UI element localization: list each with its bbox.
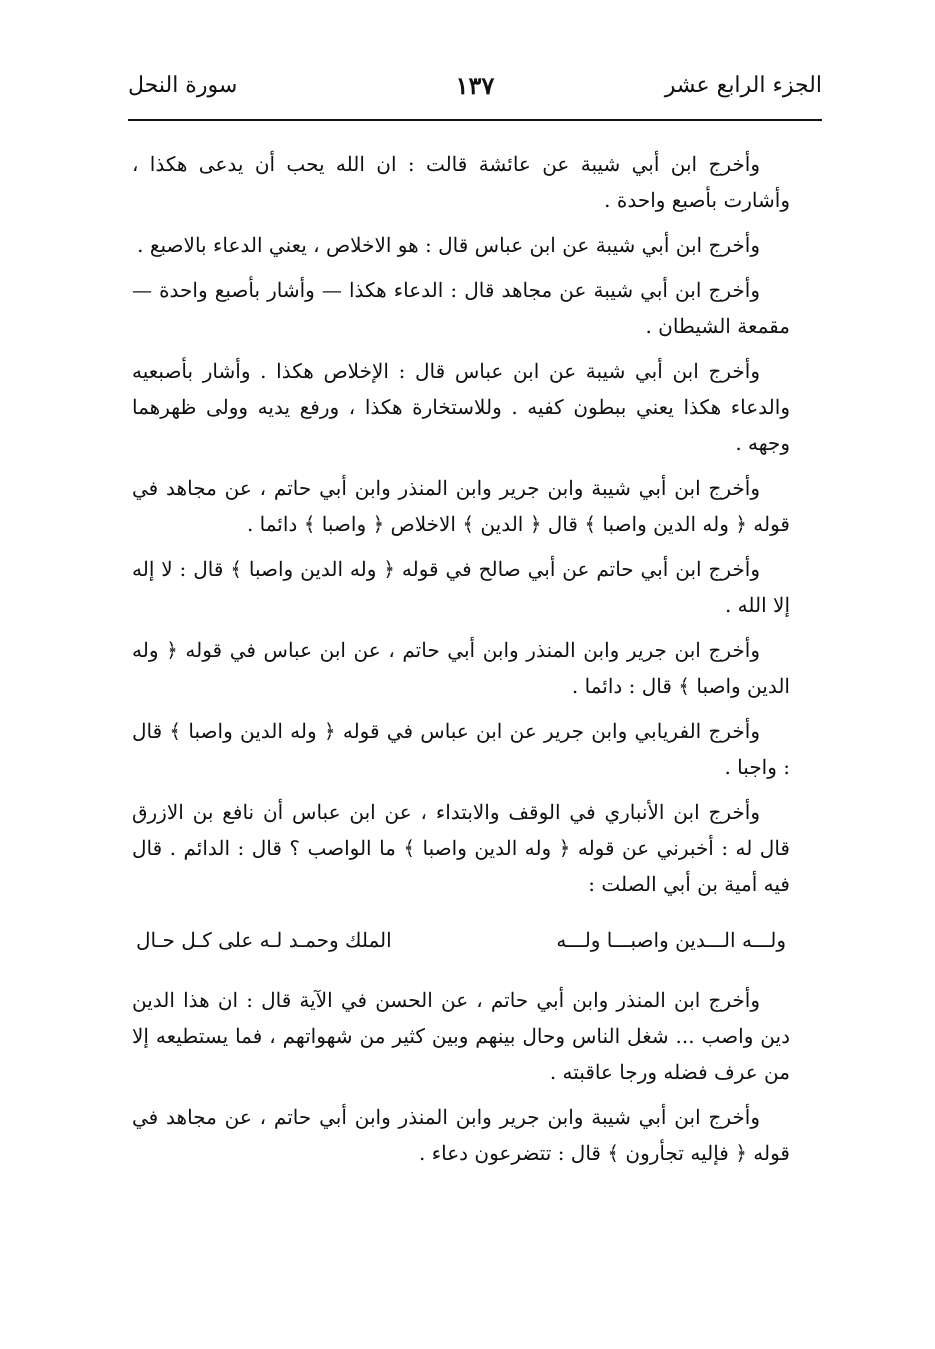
paragraph: وأخرج ابن المنذر وابن أبي حاتم ، عن الحسن في الآية قال : ان هذا الدين دين واصب ... شغل الناس وحال بينهم وبين كثير من شهواتهم ، فما يستطيعه إلا من عرف فضله ورجا عاقبته . <box>132 988 790 1084</box>
paragraph: وأخرج ابن أبي شيبة عن ابن عباس قال : الإخلاص هكذا . وأشار بأصبعيه والدعاء هكذا يعني ببطون كفيه . وللاستخارة هكذا ، ورفع يديه وولى ظهرهما وجهه . <box>132 359 790 455</box>
page-number: ١٣٧ <box>455 71 495 100</box>
paragraph: وأخرج الفريابي وابن جرير عن ابن عباس في قوله ﴿ وله الدين واصبا ﴾ قال : واجبا . <box>132 719 790 779</box>
paragraph: وأخرج ابن الأنباري في الوقف والابتداء ، عن ابن عباس أن نافع بن الازرق قال له : أخبرني عن قوله ﴿ وله الدين واصبا ﴾ ما الواصب ؟ قال : الدائم . قال فيه أمية بن أبي الصلت : <box>132 800 790 896</box>
paragraph: وأخرج ابن أبي شيبة عن عائشة قالت : ان الله يحب أن يدعى هكذا ، وأشارت بأصبع واحدة . <box>132 152 790 212</box>
page-header <box>128 66 822 106</box>
volume-title: الجزء الرابع عشر <box>664 73 822 98</box>
verse-first-hemistich: ولـــه الـــدين واصبـــا ولـــه <box>556 928 786 952</box>
page-body <box>132 146 790 1180</box>
paragraph: وأخرج ابن أبي حاتم عن أبي صالح في قوله ﴿ وله الدين واصبا ﴾ قال : لا إله إلا الله . <box>132 557 790 617</box>
poem-verse <box>132 922 790 958</box>
paragraph: وأخرج ابن أبي شيبة عن مجاهد قال : الدعاء هكذا — وأشار بأصبع واحدة — مقمعة الشيطان . <box>132 278 790 338</box>
paragraph: وأخرج ابن جرير وابن المنذر وابن أبي حاتم ، عن ابن عباس في قوله ﴿ وله الدين واصبا ﴾ قال : دائما . <box>132 638 790 698</box>
surah-title: سورة النحل <box>128 73 238 98</box>
paragraph: وأخرج ابن أبي شيبة وابن جرير وابن المنذر وابن أبي حاتم ، عن مجاهد في قوله ﴿ فإليه تجأرون ﴾ قال : تتضرعون دعاء . <box>132 1105 790 1165</box>
verse-second-hemistich: الملك وحمـد لـه على كـل حـال <box>136 928 392 952</box>
header-divider <box>128 119 822 121</box>
paragraph: وأخرج ابن أبي شيبة عن ابن عباس قال : هو الاخلاص ، يعني الدعاء بالاصبع . <box>137 233 760 257</box>
paragraph: وأخرج ابن أبي شيبة وابن جرير وابن المنذر وابن أبي حاتم ، عن مجاهد في قوله ﴿ وله الدين واصبا ﴾ قال ﴿ الدين ﴾ الاخلاص ﴿ واصبا ﴾ دائما . <box>132 476 790 536</box>
